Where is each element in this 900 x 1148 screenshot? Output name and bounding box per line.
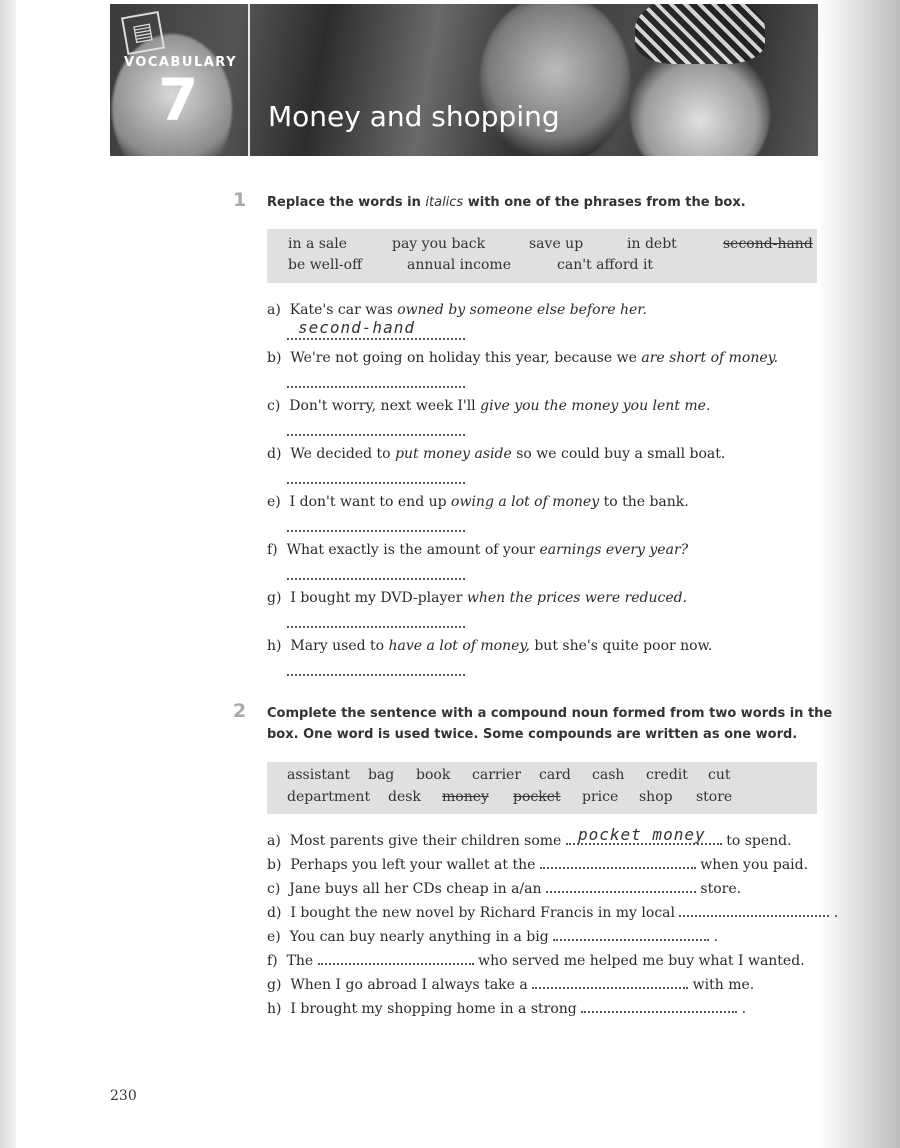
- exercise-2-item-e: e) You can buy nearly anything in a big .: [267, 929, 719, 945]
- box-word: store: [696, 789, 733, 805]
- answer-blank-g[interactable]: [532, 977, 688, 989]
- page-gutter-right: [818, 0, 900, 1148]
- exercise-2-item-d: d) I bought the new novel by Richard Francis in my local .: [267, 905, 839, 921]
- banner-photo-knit-hat: [635, 4, 765, 64]
- box-phrase: annual income: [407, 257, 511, 273]
- exercise-1-item-f: f) What exactly is the amount of your earnings every year?: [267, 542, 689, 558]
- exercise-2-item-f: f) The who served me helped me buy what I wanted.: [267, 953, 805, 969]
- exercise-2-item-g: g) When I go abroad I always take a with me.: [267, 977, 755, 993]
- box-phrase: in debt: [627, 236, 677, 252]
- box-phrase: be well-off: [288, 257, 363, 273]
- box-word: shop: [639, 789, 673, 805]
- exercise-1-item-a: a) Kate's car was owned by someone else before her.: [267, 302, 647, 318]
- page-number: 230: [110, 1088, 137, 1104]
- answer-blank-b[interactable]: [540, 857, 696, 869]
- answer-line-f[interactable]: [287, 578, 465, 580]
- exercise-1-item-d: d) We decided to put money aside so we could buy a small boat.: [267, 446, 726, 462]
- box-phrase-crossed: second-hand: [723, 236, 813, 252]
- box-phrase: in a sale: [288, 236, 348, 252]
- answer-line-b[interactable]: [287, 386, 465, 388]
- unit-title: Money and shopping: [268, 100, 560, 133]
- answer-blank-d[interactable]: [679, 905, 829, 917]
- box-word: assistant: [287, 767, 350, 783]
- answer-blank-h[interactable]: [581, 1001, 737, 1013]
- unit-banner: [110, 4, 818, 156]
- box-word-crossed: pocket: [513, 789, 561, 805]
- exercise-2-item-h: h) I brought my shopping home in a strong .: [267, 1001, 747, 1017]
- exercise-2-item-b: b) Perhaps you left your wallet at the when you paid.: [267, 857, 809, 873]
- answer-blank-f[interactable]: [318, 953, 474, 965]
- handwritten-answer-a: pocket money: [578, 825, 706, 844]
- box-word: price: [582, 789, 619, 805]
- exercise-1-item-g: g) I bought my DVD-player when the prices were reduced.: [267, 590, 688, 606]
- box-word: book: [416, 767, 451, 783]
- box-word: carrier: [472, 767, 522, 783]
- answer-line-e[interactable]: [287, 530, 465, 532]
- banner-divider: [248, 4, 250, 156]
- section-label: VOCABULARY: [124, 55, 238, 70]
- answer-line-c[interactable]: [287, 434, 465, 436]
- exercise-2-number: 2: [233, 700, 247, 722]
- exercise-1-item-h: h) Mary used to have a lot of money, but she's quite poor now.: [267, 638, 713, 654]
- exercise-2-item-c: c) Jane buys all her CDs cheap in a/an store.: [267, 881, 742, 897]
- box-word: department: [287, 789, 371, 805]
- answer-blank-e[interactable]: [553, 929, 709, 941]
- exercise-1-item-b: b) We're not going on holiday this year, because we are short of money.: [267, 350, 779, 366]
- exercise-1-item-e: e) I don't want to end up owing a lot of money to the bank.: [267, 494, 689, 510]
- answer-line-d[interactable]: [287, 482, 465, 484]
- exercise-2-item-a: a) Most parents give their children some to spend.: [267, 833, 792, 849]
- box-word: cut: [708, 767, 731, 783]
- exercise-1-word-box: [267, 229, 817, 283]
- box-word: cash: [592, 767, 625, 783]
- box-word: desk: [388, 789, 421, 805]
- box-word-crossed: money: [442, 789, 489, 805]
- exercise-1-item-c: c) Don't worry, next week I'll give you the money you lent me.: [267, 398, 711, 414]
- box-phrase: pay you back: [392, 236, 486, 252]
- exercise-2-instruction: Complete the sentence with a compound noun formed from two words in the box. One word is used twice. Some compounds are written as one word.: [267, 706, 833, 742]
- vocabulary-book-icon: ▤: [121, 11, 165, 55]
- exercise-1-instruction: Replace the words in italics with one of the phrases from the box.: [267, 195, 746, 210]
- unit-number: 7: [158, 66, 199, 134]
- answer-line-g[interactable]: [287, 626, 465, 628]
- exercise-1-number: 1: [233, 189, 247, 211]
- answer-blank-c[interactable]: [546, 881, 696, 893]
- handwritten-answer-a: second-hand: [298, 318, 415, 337]
- box-phrase: save up: [529, 236, 584, 252]
- box-word: bag: [368, 767, 395, 783]
- answer-line-h[interactable]: [287, 674, 465, 676]
- exercise-2-word-box: [267, 762, 817, 814]
- page-gutter-left: [0, 0, 16, 1148]
- answer-line-a[interactable]: [287, 338, 465, 340]
- box-word: credit: [646, 767, 688, 783]
- banner-photo-person-center: [480, 4, 630, 156]
- box-word: card: [539, 767, 571, 783]
- box-phrase: can't afford it: [557, 257, 654, 273]
